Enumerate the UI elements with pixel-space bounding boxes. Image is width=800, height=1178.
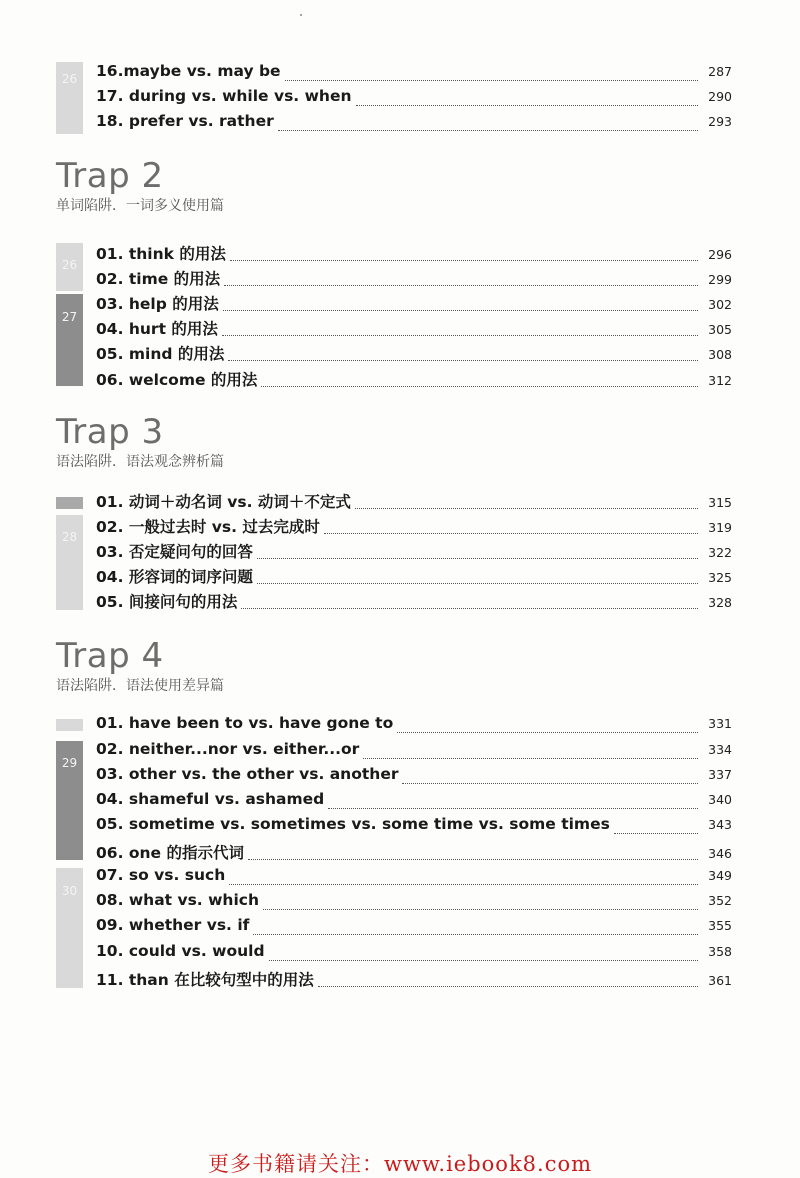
toc-entry[interactable] <box>96 765 732 790</box>
speck <box>300 14 302 16</box>
dot-leader <box>241 608 698 609</box>
toc-entry-title: 06. one 的指示代词 <box>96 844 244 862</box>
section-subtitle: 语法陷阱．语法使用差异篇 <box>56 678 224 694</box>
dot-leader <box>285 80 698 81</box>
toc-entry-title: 11. than 在比较句型中的用法 <box>96 971 314 989</box>
section-title: Trap 2 <box>56 156 164 196</box>
toc-entry-title: 10. could vs. would <box>96 942 265 960</box>
dot-leader <box>363 758 698 759</box>
dot-leader <box>261 386 698 387</box>
toc-entry-page: 308 <box>708 347 732 362</box>
day-number: 26 <box>61 258 78 272</box>
toc-entry-page: 328 <box>708 595 732 610</box>
toc-entry-page: 352 <box>708 893 732 908</box>
trap-4-header <box>56 637 224 695</box>
dot-leader <box>397 732 698 733</box>
dot-leader <box>278 130 698 131</box>
toc-entry-page: 305 <box>708 322 732 337</box>
toc-entry[interactable] <box>96 62 732 87</box>
toc-entry[interactable] <box>96 292 732 317</box>
dot-leader <box>253 934 698 935</box>
dot-leader <box>263 909 698 910</box>
toc-entry-page: 296 <box>708 247 732 262</box>
dot-leader <box>228 360 698 361</box>
toc-entry[interactable] <box>96 515 732 540</box>
dot-leader <box>222 335 698 336</box>
toc-entry[interactable] <box>96 866 732 891</box>
dot-leader <box>614 833 698 834</box>
toc-entry-page: 287 <box>708 64 732 79</box>
toc-entry-title: 17. during vs. while vs. when <box>96 87 352 105</box>
toc-entry-page: 325 <box>708 570 732 585</box>
dot-leader <box>356 105 699 106</box>
toc-entry[interactable] <box>96 317 732 342</box>
toc-entry-title: 04. hurt 的用法 <box>96 320 218 338</box>
day-number: 28 <box>61 530 78 544</box>
toc-entry-title: 01. think 的用法 <box>96 245 226 263</box>
toc-entry-title: 02. 一般过去时 vs. 过去完成时 <box>96 518 320 536</box>
toc-entry-page: 293 <box>708 114 732 129</box>
dot-leader <box>269 960 698 961</box>
dot-leader <box>223 310 698 311</box>
trap-2-header <box>56 157 224 215</box>
toc-entry[interactable] <box>96 815 732 840</box>
toc-entry-page: 361 <box>708 973 732 988</box>
toc-entry[interactable] <box>96 267 732 292</box>
toc-entry-title: 03. help 的用法 <box>96 295 219 313</box>
toc-entry[interactable] <box>96 242 732 267</box>
toc-entry[interactable] <box>96 112 732 137</box>
dot-leader <box>230 260 698 261</box>
toc-entry-title: 18. prefer vs. rather <box>96 112 274 130</box>
toc-entry-page: 290 <box>708 89 732 104</box>
toc-entry-title: 09. whether vs. if <box>96 916 250 934</box>
section-title: Trap 4 <box>56 636 164 676</box>
toc-entry[interactable] <box>96 590 732 615</box>
toc-entry[interactable] <box>96 942 732 967</box>
toc-entry-title: 05. 间接问句的用法 <box>96 593 238 611</box>
toc-entry-page: 322 <box>708 545 732 560</box>
toc-entry[interactable] <box>96 790 732 815</box>
day-number: 26 <box>61 72 78 86</box>
toc-entry-page: 334 <box>708 742 732 757</box>
dot-leader <box>248 859 698 860</box>
toc-entry-page: 343 <box>708 817 732 832</box>
toc-entry-page: 355 <box>708 918 732 933</box>
toc-entry-page: 349 <box>708 868 732 883</box>
toc-entry-page: 315 <box>708 495 732 510</box>
trap-3-header <box>56 413 224 471</box>
dot-leader <box>257 583 698 584</box>
section-subtitle: 单词陷阱．一词多义使用篇 <box>56 198 224 214</box>
toc-entry-page: 337 <box>708 767 732 782</box>
toc-entry-page: 299 <box>708 272 732 287</box>
dot-leader <box>324 533 698 534</box>
dot-leader <box>355 508 698 509</box>
promo-footer: 更多书籍请关注：www.iebook8.com <box>207 1152 593 1176</box>
section-title: Trap 3 <box>56 412 164 452</box>
toc-entry[interactable] <box>96 342 732 367</box>
dot-leader <box>224 285 698 286</box>
day-number: 30 <box>61 884 78 898</box>
toc-entry-title: 03. other vs. the other vs. another <box>96 765 399 783</box>
toc-entry-page: 346 <box>708 846 732 861</box>
toc-entry-title: 05. sometime vs. sometimes vs. some time vs. some times <box>96 815 610 833</box>
day-number: 29 <box>61 756 78 770</box>
toc-entry-title: 02. neither...nor vs. either...or <box>96 740 360 758</box>
day-number: 27 <box>61 310 78 324</box>
toc-entry[interactable] <box>96 87 732 112</box>
toc-entry-page: 312 <box>708 373 732 388</box>
toc-entry-title: 16.maybe vs. may be <box>96 62 281 80</box>
toc-entry-title: 06. welcome 的用法 <box>96 371 258 389</box>
toc-entry-title: 02. time 的用法 <box>96 270 221 288</box>
toc-entry[interactable] <box>96 891 732 916</box>
toc-entry-title: 03. 否定疑问句的回答 <box>96 543 253 561</box>
toc-entry[interactable] <box>96 540 732 565</box>
dot-leader <box>318 986 698 987</box>
dot-leader <box>402 783 698 784</box>
section-subtitle: 语法陷阱．语法观念辨析篇 <box>56 454 224 470</box>
toc-entry-title: 01. 动词＋动名词 vs. 动词＋不定式 <box>96 493 351 511</box>
toc-entry-page: 319 <box>708 520 732 535</box>
toc-entry[interactable] <box>96 740 732 765</box>
day-block <box>56 497 83 509</box>
dot-leader <box>328 808 698 809</box>
toc-entry[interactable] <box>96 565 732 590</box>
toc-entry-page: 331 <box>708 716 732 731</box>
dot-leader <box>229 884 698 885</box>
toc-entry[interactable] <box>96 490 732 515</box>
toc-entry[interactable] <box>96 916 732 941</box>
toc-entry-title: 08. what vs. which <box>96 891 259 909</box>
toc-entry-page: 358 <box>708 944 732 959</box>
toc-entry[interactable] <box>96 968 732 993</box>
toc-entry-page: 340 <box>708 792 732 807</box>
toc-entry-page: 302 <box>708 297 732 312</box>
toc-entry[interactable] <box>96 841 732 866</box>
toc-entry-title: 04. 形容词的词序问题 <box>96 568 253 586</box>
day-block <box>56 294 83 386</box>
toc-entry-title: 04. shameful vs. ashamed <box>96 790 325 808</box>
toc-entry[interactable] <box>96 714 732 739</box>
toc-entry-title: 01. have been to vs. have gone to <box>96 714 394 732</box>
toc-entry[interactable] <box>96 368 732 393</box>
toc-entry-title: 07. so vs. such <box>96 866 226 884</box>
toc-entry-title: 05. mind 的用法 <box>96 345 225 363</box>
day-block <box>56 719 83 731</box>
dot-leader <box>257 558 698 559</box>
